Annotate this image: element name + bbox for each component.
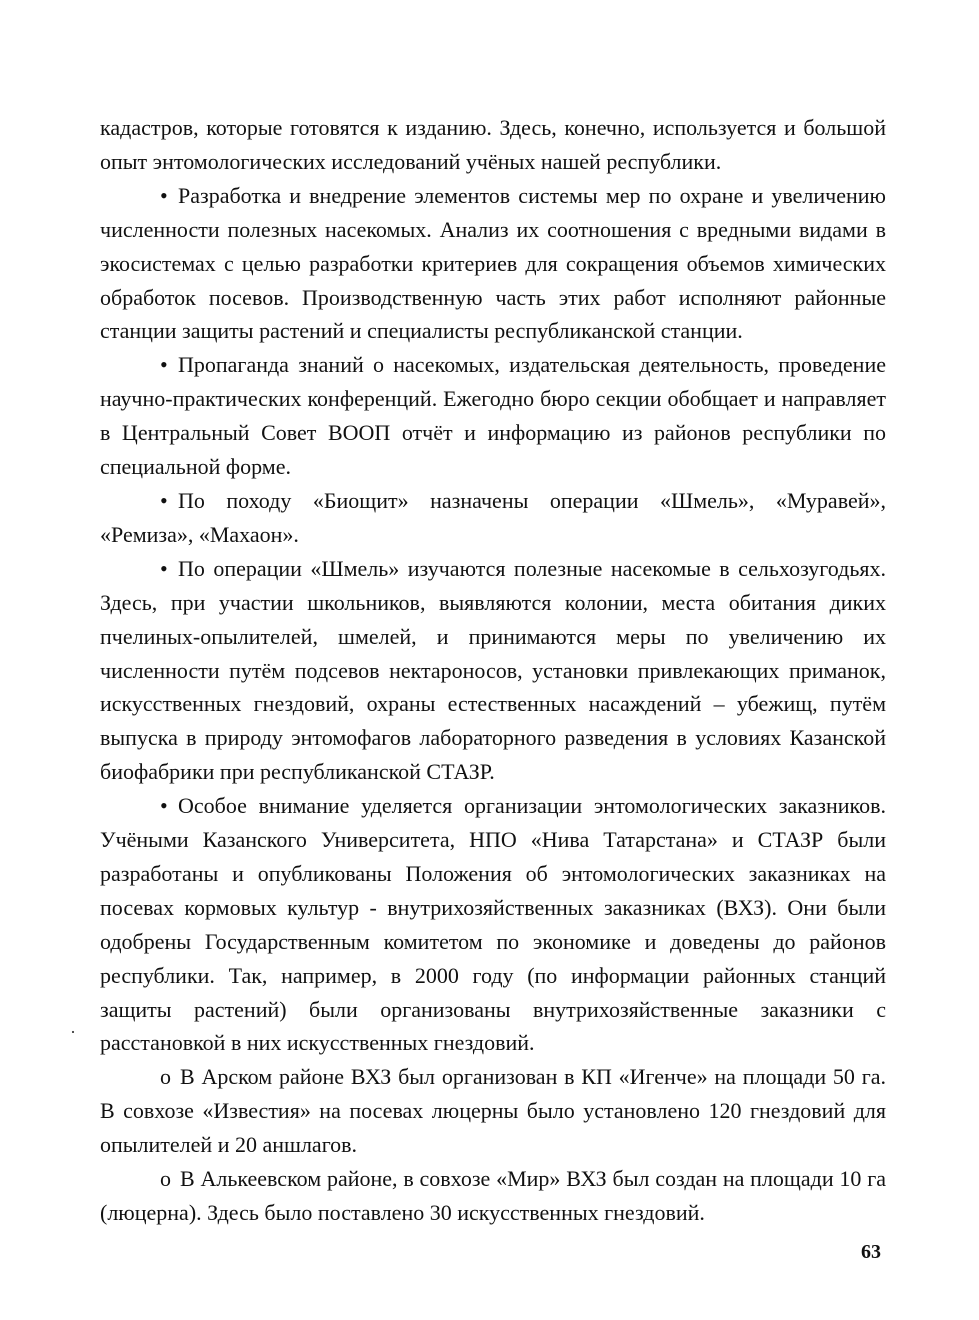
bullet-paragraph-operations [100,484,886,552]
bullet-paragraph-protection [100,179,886,349]
bullet-paragraph-shmel [100,552,886,789]
text-block [100,111,886,1230]
paragraph-text: Пропаганда знаний о насекомых, издательская деятельность, проведение научно-практических конференций. Ежегодно бюро секции обобщает и направляет в Центральный Совет ВООП отчёт и информацию из районов республики по специальной форме. [100,352,886,480]
page-number: 63 [861,1241,881,1263]
bullet-paragraph-reserves [100,789,886,1060]
paragraph-text: Особое внимание уделяется организации энтомологических заказников. Учёными Казанского Университета, НПО «Нива Татарстана» и СТАЗР были разработаны и опубликованы Положения об энтомологических заказниках на посевах кормовых культур - внутрихозяйственных заказниках (ВХЗ). Они были одобрены Государственным комитетом по экономике и доведены до районов республики. Так, например, в 2000 году (по информации районных станций защиты растений) были организованы внутрихозяйственные заказники с расстановкой в них искусственных гнездовий. [100,793,886,1056]
paragraph-text: кадастров, которые готовятся к изданию. Здесь, конечно, используется и большой опыт энтомологических исследований учёных нашей республики. [100,115,886,174]
paragraph-text: В Алькеевском районе, в совхозе «Мир» ВХЗ был создан на площади 10 га (люцерна). Здесь было поставлено 30 искусственных гнездовий. [100,1166,886,1225]
bullet-paragraph-propaganda [100,348,886,484]
margin-dot-mark: · [70,1022,76,1042]
paragraph-text: По походу «Биощит» назначены операции «Шмель», «Муравей», «Ремиза», «Махаон». [100,487,886,547]
circle-bullet-icon: o [160,1166,171,1192]
sub-item-alkeevsk [100,1162,886,1230]
sub-item-arsk [100,1060,886,1162]
bullet-icon: • [160,182,168,208]
paragraph-text: По операции «Шмель» изучаются полезные насекомые в сельхозугодьях. Здесь, при участии школьников, выявляются колонии, места обитания диких пчелиных-опылителей, шмелей, и принимаются меры по увеличению их численности путём подсевов нектароносов, установки привлекающих приманок, искусственных гнездовий, охраны естественных насаждений – убежищ, путём выпуска в природу энтомофагов лабораторного разведения в условиях Казанской биофабрики при республиканской СТАЗР. [100,555,886,785]
bullet-icon: • [160,487,168,513]
bullet-icon: • [160,555,168,581]
bullet-icon: • [160,352,168,378]
paragraph-continuation [100,111,886,179]
circle-bullet-icon: o [160,1064,171,1090]
paragraph-text: Разработка и внедрение элементов системы мер по охране и увеличению численности полезных насекомых. Анализ их соотношения с вредными видами в экосистемах с целью разработки критериев для сокращения объемов химических обработок посевов. Производственную часть этих работ исполняют районные станции защиты растений и специалисты республиканской станции. [100,182,886,344]
paragraph-text: В Арском районе ВХЗ был организован в КП «Игенче» на площади 50 га. В совхозе «Известия» на посевах люцерны было установлено 120 гнездовий для опылителей и 20 аншлагов. [100,1064,886,1158]
bullet-icon: • [160,793,168,819]
